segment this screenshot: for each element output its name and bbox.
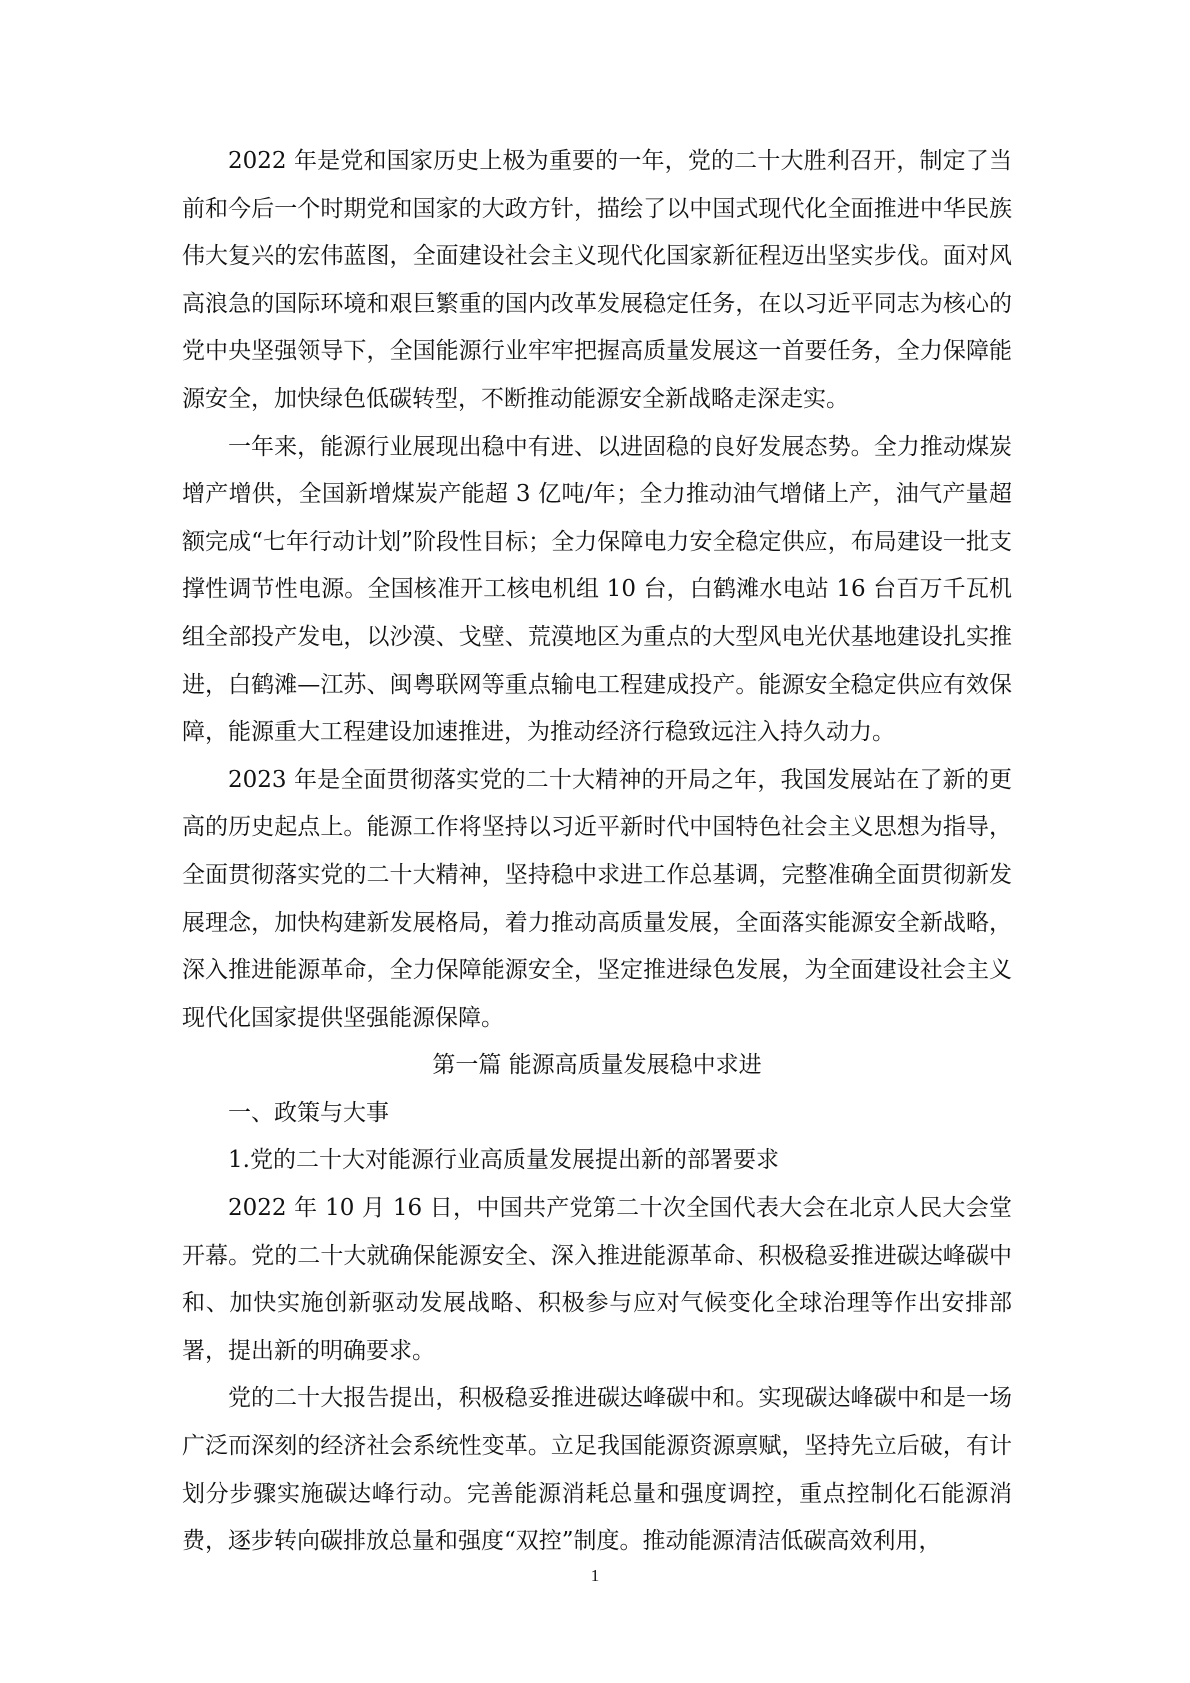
heading-congress-requirements: 1.党的二十大对能源行业高质量发展提出新的部署要求 [228, 1147, 779, 1174]
section-title: 第一篇 能源高质量发展稳中求进 [432, 1052, 762, 1079]
paragraph-congress-opening: 2022 年 10 月 16 日，中国共产党第二十次全国代表大会在北京人民大会堂开幕。党的二十大就确保能源安全、深入推进能源革命、积极稳妥推进碳达峰碳中和、加快实施创新驱动发展战略、积极参与应对气候变化全球治理等作出安排部署，提出新的明确要求。 [182, 1195, 1012, 1364]
document-body [182, 138, 1012, 1566]
paragraph-achievements: 一年来，能源行业展现出稳中有进、以进固稳的良好发展态势。全力推动煤炭增产增供，全国新增煤炭产能超 3 亿吨/年；全力推动油气增储上产，油气产量超额完成“七年行动计划”阶段性目标；全力保障电力安全稳定供应，布局建设一批支撑性调节性电源。全国核准开工核电机组 10 台，白鹤滩水电站 16 台百万千瓦机组全部投产发电，以沙漠、戈壁、荒漠地区为重点的大型风电光伏基地建设扎实推进，白鹤滩—江苏、闽粤联网等重点输电工程建成投产。能源安全稳定供应有效保障，能源重大工程建设加速推进，为推动经济行稳致远注入持久动力。 [182, 433, 1012, 746]
paragraph-2023-outlook: 2023 年是全面贯彻落实党的二十大精神的开局之年，我国发展站在了新的更高的历史起点上。能源工作将坚持以习近平新时代中国特色社会主义思想为指导，全面贯彻落实党的二十大精神，坚持稳中求进工作总基调，完整准确全面贯彻新发展理念，加快构建新发展格局，着力推动高质量发展，全面落实能源安全新战略，深入推进能源革命，全力保障能源安全，坚定推进绿色发展，为全面建设社会主义现代化国家提供坚强能源保障。 [182, 766, 1012, 1031]
paragraph-carbon-peak: 党的二十大报告提出，积极稳妥推进碳达峰碳中和。实现碳达峰碳中和是一场广泛而深刻的经济社会系统性变革。立足我国能源资源禀赋，坚持先立后破，有计划分步骤实施碳达峰行动。完善能源消耗总量和强度调控，重点控制化石能源消费，逐步转向碳排放总量和强度“双控”制度。推动能源清洁低碳高效利用， [182, 1385, 1012, 1555]
heading-policy-events: 一、政策与大事 [228, 1099, 389, 1126]
page-number: 1 [590, 1566, 600, 1585]
paragraph-intro: 2022 年是党和国家历史上极为重要的一年，党的二十大胜利召开，制定了当前和今后一个时期党和国家的大政方针，描绘了以中国式现代化全面推进中华民族伟大复兴的宏伟蓝图，全面建设社会主义现代化国家新征程迈出坚实步伐。面对风高浪急的国际环境和艰巨繁重的国内改革发展稳定任务，在以习近平同志为核心的党中央坚强领导下，全国能源行业牢牢把握高质量发展这一首要任务，全力保障能源安全，加快绿色低碳转型，不断推动能源安全新战略走深走实。 [182, 148, 1012, 412]
